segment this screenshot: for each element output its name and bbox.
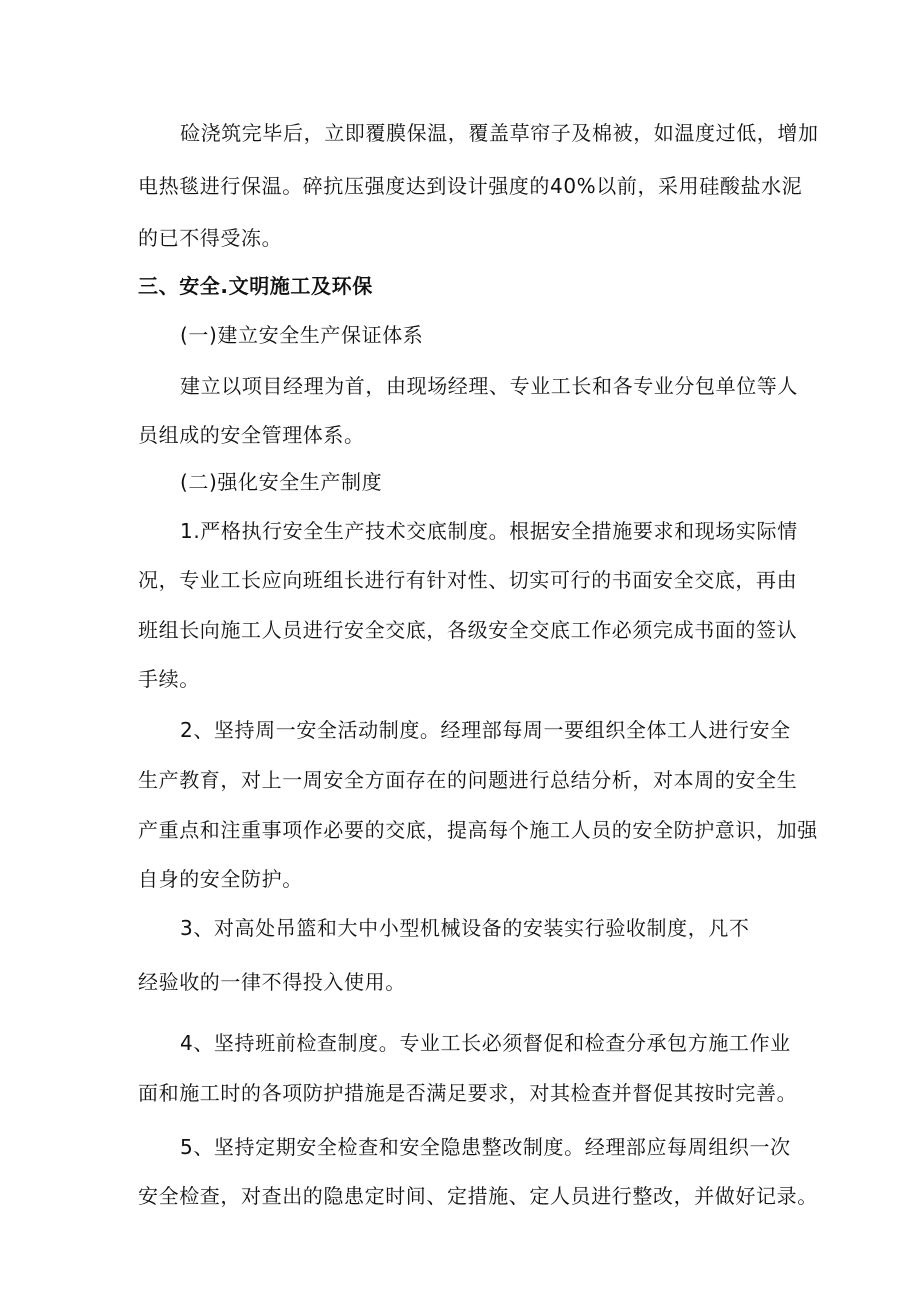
item1-line2: 况，专业工长应向班组长进行有针对性、切实可行的书面安全交底，再由: [138, 568, 798, 592]
item3-line1: 3、对高处吊篮和大中小型机械设备的安装实行验收制度，凡不: [180, 916, 750, 940]
item1-line4: 手续。: [138, 667, 200, 691]
section3-title: 三、安全.文明施工及环保: [138, 274, 373, 298]
para1-line2: 电热毯进行保温。碎抗压强度达到设计强度的40%以前，采用硅酸盐水泥: [138, 174, 803, 198]
item5-line1: 5、坚持定期安全检查和安全隐患整改制度。经理部应每周组织一次: [180, 1135, 791, 1159]
item1-line3: 班组长向施工人员进行安全交底，各级安全交底工作必须完成书面的签认: [138, 618, 798, 642]
item1-line1: 1.严格执行安全生产技术交底制度。根据安全措施要求和现场实际情: [180, 519, 798, 543]
item4-line2: 面和施工时的各项防护措施是否满足要求，对其检查并督促其按时完善。: [138, 1081, 798, 1105]
sub2-title: (二)强化安全生产制度: [180, 470, 383, 494]
para2-line1: 建立以项目经理为首，由现场经理、专业工长和各专业分包单位等人: [180, 374, 798, 398]
item3-line2: 经验收的一律不得投入使用。: [138, 970, 406, 994]
para1-line3: 的已不得受冻。: [138, 226, 283, 250]
item4-line1: 4、坚持班前检查制度。专业工长必须督促和检查分承包方施工作业: [180, 1031, 791, 1055]
item2-line1: 2、坚持周一安全活动制度。经理部每周一要组织全体工人进行安全: [180, 718, 791, 742]
item2-line4: 自身的安全防护。: [138, 867, 303, 891]
para1-line1: 硷浇筑完毕后，立即覆膜保温，覆盖草帘子及棉被，如温度过低，增加: [180, 121, 819, 145]
item5-line2: 安全检查，对查出的隐患定时间、定措施、定人员进行整改，并做好记录。: [138, 1184, 818, 1208]
sub1-title: (一)建立安全生产保证体系: [180, 323, 424, 347]
item2-line3: 产重点和注重事项作必要的交底，提高每个施工人员的安全防护意识，加强: [138, 818, 818, 842]
para2-line2: 员组成的安全管理体系。: [138, 423, 365, 447]
item2-line2: 生产教育，对上一周安全方面存在的问题进行总结分析，对本周的安全生: [138, 768, 798, 792]
